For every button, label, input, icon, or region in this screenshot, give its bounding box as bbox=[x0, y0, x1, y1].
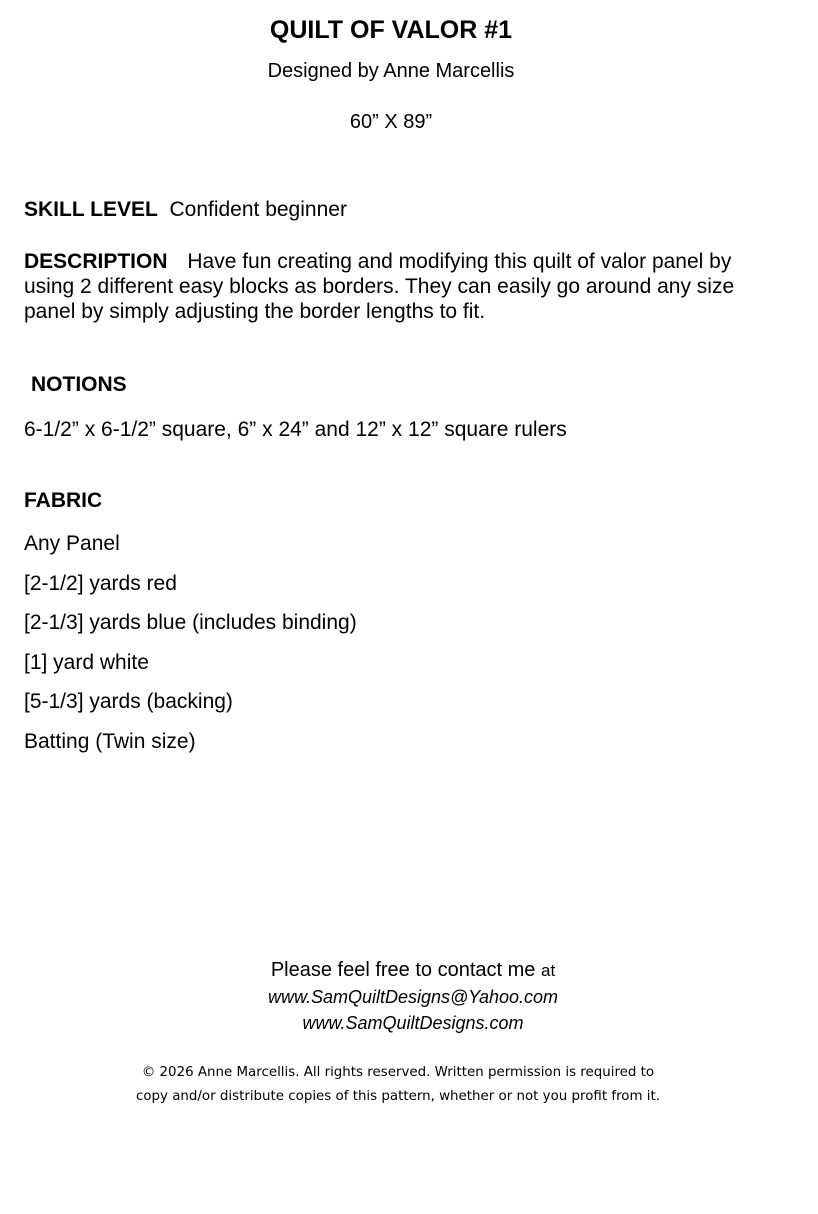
notions-heading: NOTIONS bbox=[31, 373, 127, 396]
contact-line bbox=[0, 957, 818, 984]
fabric-item: [2-1/2] yards red bbox=[24, 571, 177, 595]
fabric-item: Any Panel bbox=[24, 532, 120, 555]
contact-text: Please feel free to contact me bbox=[270, 959, 536, 981]
quilt-size: 60” X 89” bbox=[349, 111, 433, 133]
description-section bbox=[24, 249, 764, 324]
copyright-notice bbox=[0, 1061, 796, 1109]
skill-level bbox=[24, 197, 347, 223]
skill-level-label: SKILL LEVEL bbox=[24, 198, 158, 221]
fabric-item: [2-1/3] yards blue (includes binding) bbox=[24, 611, 357, 634]
fabric-item: Batting (Twin size) bbox=[24, 729, 196, 753]
designer-credit: Designed by Anne Marcellis bbox=[267, 60, 515, 82]
fabric-list bbox=[24, 531, 357, 768]
copyright-line-2: copy and/or distribute copies of this pattern, whether or not you profit from it. bbox=[135, 1089, 661, 1104]
description-text: Have fun creating and modifying this quilt of valor panel by using 2 different easy blocks as borders. They can easily go around any size panel by simply adjusting the border lengths to fit. bbox=[24, 250, 735, 323]
copyright-line-1: © 2026 Anne Marcellis. All rights reserved. Written permission is required to bbox=[141, 1065, 655, 1080]
contact-at: at bbox=[540, 961, 556, 980]
contact-email: www.SamQuiltDesigns@Yahoo.com bbox=[267, 987, 559, 1007]
skill-level-value: Confident beginner bbox=[169, 198, 347, 221]
website-link: www.SamQuiltDesigns.com bbox=[302, 1013, 524, 1033]
fabric-item: [1] yard white bbox=[24, 650, 149, 674]
fabric-heading: FABRIC bbox=[24, 489, 103, 512]
description-label: DESCRIPTION bbox=[24, 250, 168, 273]
notions-text: 6-1/2” x 6-1/2” square, 6” x 24” and 12” x 12” square rulers bbox=[24, 418, 567, 441]
fabric-item: [5-1/3] yards (backing) bbox=[24, 690, 233, 713]
pattern-title: QUILT OF VALOR #1 bbox=[269, 16, 513, 44]
